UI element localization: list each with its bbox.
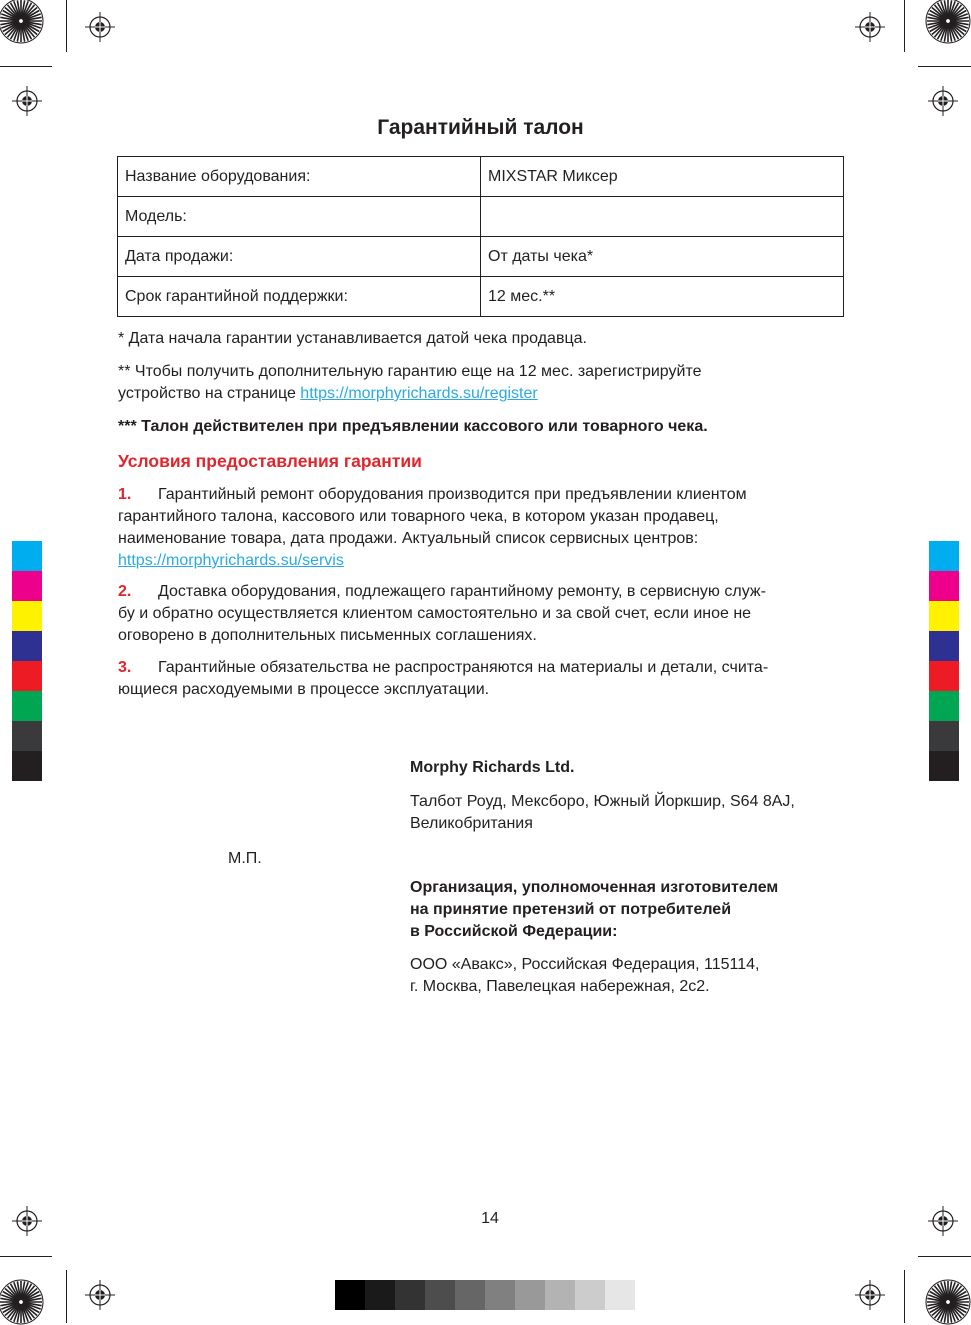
color-swatch bbox=[929, 541, 959, 571]
condition-text: бу и обратно осуществляется клиентом самостоятельно и за свой счет, если иное не bbox=[118, 605, 752, 622]
authorized-address-line: ООО «Авакс», Российская Федерация, 115114, bbox=[410, 956, 760, 973]
condition-text: Доставка оборудования, подлежащего гарантийному ремонту, в сервисную служ- bbox=[158, 583, 766, 600]
crop-mark bbox=[918, 1256, 971, 1257]
color-swatch bbox=[929, 691, 959, 721]
authorized-heading-line: в Российской Федерации: bbox=[410, 923, 618, 940]
color-swatch bbox=[12, 661, 42, 691]
condition-text: Гарантийные обязательства не распространяются на материалы и детали, счита- bbox=[158, 659, 769, 676]
sunburst-mark-icon bbox=[925, 1279, 971, 1325]
registration-mark-icon bbox=[12, 1206, 42, 1236]
grey-swatch bbox=[455, 1280, 485, 1310]
color-swatch bbox=[12, 751, 42, 781]
table-row bbox=[118, 197, 844, 237]
table-row bbox=[118, 277, 844, 317]
crop-mark bbox=[66, 1270, 67, 1323]
grey-swatch bbox=[605, 1280, 635, 1310]
company-address-line: Великобритания bbox=[410, 815, 533, 832]
table-row bbox=[118, 237, 844, 277]
table-value: От даты чека* bbox=[481, 237, 844, 277]
registration-mark-icon bbox=[855, 12, 885, 42]
authorized-address-line: г. Москва, Павелецкая набережная, 2с2. bbox=[410, 978, 710, 995]
color-swatch bbox=[929, 751, 959, 781]
grey-swatch bbox=[425, 1280, 455, 1310]
table-label: Название оборудования: bbox=[118, 157, 481, 197]
color-swatch bbox=[929, 601, 959, 631]
registration-mark-icon bbox=[12, 86, 42, 116]
register-link[interactable]: https://morphyrichards.su/register bbox=[300, 385, 538, 402]
footnote-3: *** Талон действителен при предъявлении кассового или товарного чека. bbox=[118, 418, 708, 435]
authorized-heading-line: Организация, уполномоченная изготовителем bbox=[410, 879, 779, 896]
table-value: MIXSTAR Миксер bbox=[481, 157, 844, 197]
color-swatch bbox=[929, 661, 959, 691]
grey-swatch bbox=[365, 1280, 395, 1310]
table-row bbox=[118, 157, 844, 197]
color-swatch bbox=[929, 631, 959, 661]
condition-text: оговорено в дополнительных письменных соглашениях. bbox=[118, 627, 537, 644]
condition-item bbox=[118, 657, 848, 701]
authorized-heading-line: на принятие претензий от потребителей bbox=[410, 901, 732, 918]
color-swatch bbox=[12, 571, 42, 601]
crop-mark bbox=[918, 66, 971, 67]
crop-mark bbox=[0, 1256, 52, 1257]
color-swatch bbox=[929, 721, 959, 751]
table-label: Дата продажи: bbox=[118, 237, 481, 277]
company-name: Morphy Richards Ltd. bbox=[410, 759, 575, 776]
table-value bbox=[481, 197, 844, 237]
page-number: 14 bbox=[481, 1210, 499, 1227]
condition-item bbox=[118, 484, 848, 572]
sunburst-mark-icon bbox=[925, 0, 971, 44]
footnote-2-line2: устройство на странице bbox=[118, 385, 296, 402]
color-swatch bbox=[12, 601, 42, 631]
condition-number: 1. bbox=[118, 486, 132, 503]
color-swatch bbox=[12, 691, 42, 721]
color-calibration-bar bbox=[12, 541, 42, 781]
company-address bbox=[410, 791, 850, 835]
registration-mark-icon bbox=[928, 1206, 958, 1236]
stamp-label: М.П. bbox=[228, 850, 262, 867]
registration-mark-icon bbox=[85, 1280, 115, 1310]
service-link[interactable]: https://morphyrichards.su/servis bbox=[118, 552, 344, 569]
color-swatch bbox=[929, 571, 959, 601]
conditions-heading: Условия предоставления гарантии bbox=[118, 451, 422, 471]
grey-calibration-bar bbox=[335, 1280, 635, 1310]
crop-mark bbox=[0, 66, 52, 67]
condition-text: наименование товара, дата продажи. Актуальный список сервисных центров: bbox=[118, 530, 699, 547]
crop-mark bbox=[66, 0, 67, 52]
condition-text: ющиеся расходуемыми в процессе эксплуатации. bbox=[118, 681, 490, 698]
sunburst-mark-icon bbox=[0, 0, 44, 44]
grey-swatch bbox=[545, 1280, 575, 1310]
company-address-line: Талбот Роуд, Мексборо, Южный Йоркшир, S64 8AJ, bbox=[410, 793, 795, 810]
crop-mark bbox=[904, 1270, 905, 1323]
condition-number: 3. bbox=[118, 659, 132, 676]
condition-text: Гарантийный ремонт оборудования производится при предъявлении клиентом bbox=[158, 486, 747, 503]
condition-item bbox=[118, 581, 848, 647]
color-calibration-bar bbox=[929, 541, 959, 781]
authorized-org-heading bbox=[410, 877, 850, 943]
sunburst-mark-icon bbox=[0, 1279, 44, 1325]
warranty-table bbox=[117, 156, 844, 317]
color-swatch bbox=[12, 721, 42, 751]
grey-swatch bbox=[395, 1280, 425, 1310]
crop-mark bbox=[904, 0, 905, 52]
table-label: Модель: bbox=[118, 197, 481, 237]
registration-mark-icon bbox=[85, 12, 115, 42]
footnote-2 bbox=[118, 361, 848, 405]
grey-swatch bbox=[485, 1280, 515, 1310]
table-label: Срок гарантийной поддержки: bbox=[118, 277, 481, 317]
footnote-2-line1: ** Чтобы получить дополнительную гарантию еще на 12 мес. зарегистрируйте bbox=[118, 363, 702, 380]
page-title: Гарантийный талон bbox=[377, 116, 584, 139]
grey-swatch bbox=[575, 1280, 605, 1310]
grey-swatch bbox=[335, 1280, 365, 1310]
grey-swatch bbox=[515, 1280, 545, 1310]
color-swatch bbox=[12, 541, 42, 571]
color-swatch bbox=[12, 631, 42, 661]
footnote-1: * Дата начала гарантии устанавливается датой чека продавца. bbox=[118, 330, 587, 347]
condition-number: 2. bbox=[118, 583, 132, 600]
condition-text: гарантийного талона, кассового или товарного чека, в котором указан продавец, bbox=[118, 508, 719, 525]
table-value: 12 мес.** bbox=[481, 277, 844, 317]
authorized-org-address bbox=[410, 954, 850, 998]
registration-mark-icon bbox=[855, 1280, 885, 1310]
registration-mark-icon bbox=[928, 86, 958, 116]
